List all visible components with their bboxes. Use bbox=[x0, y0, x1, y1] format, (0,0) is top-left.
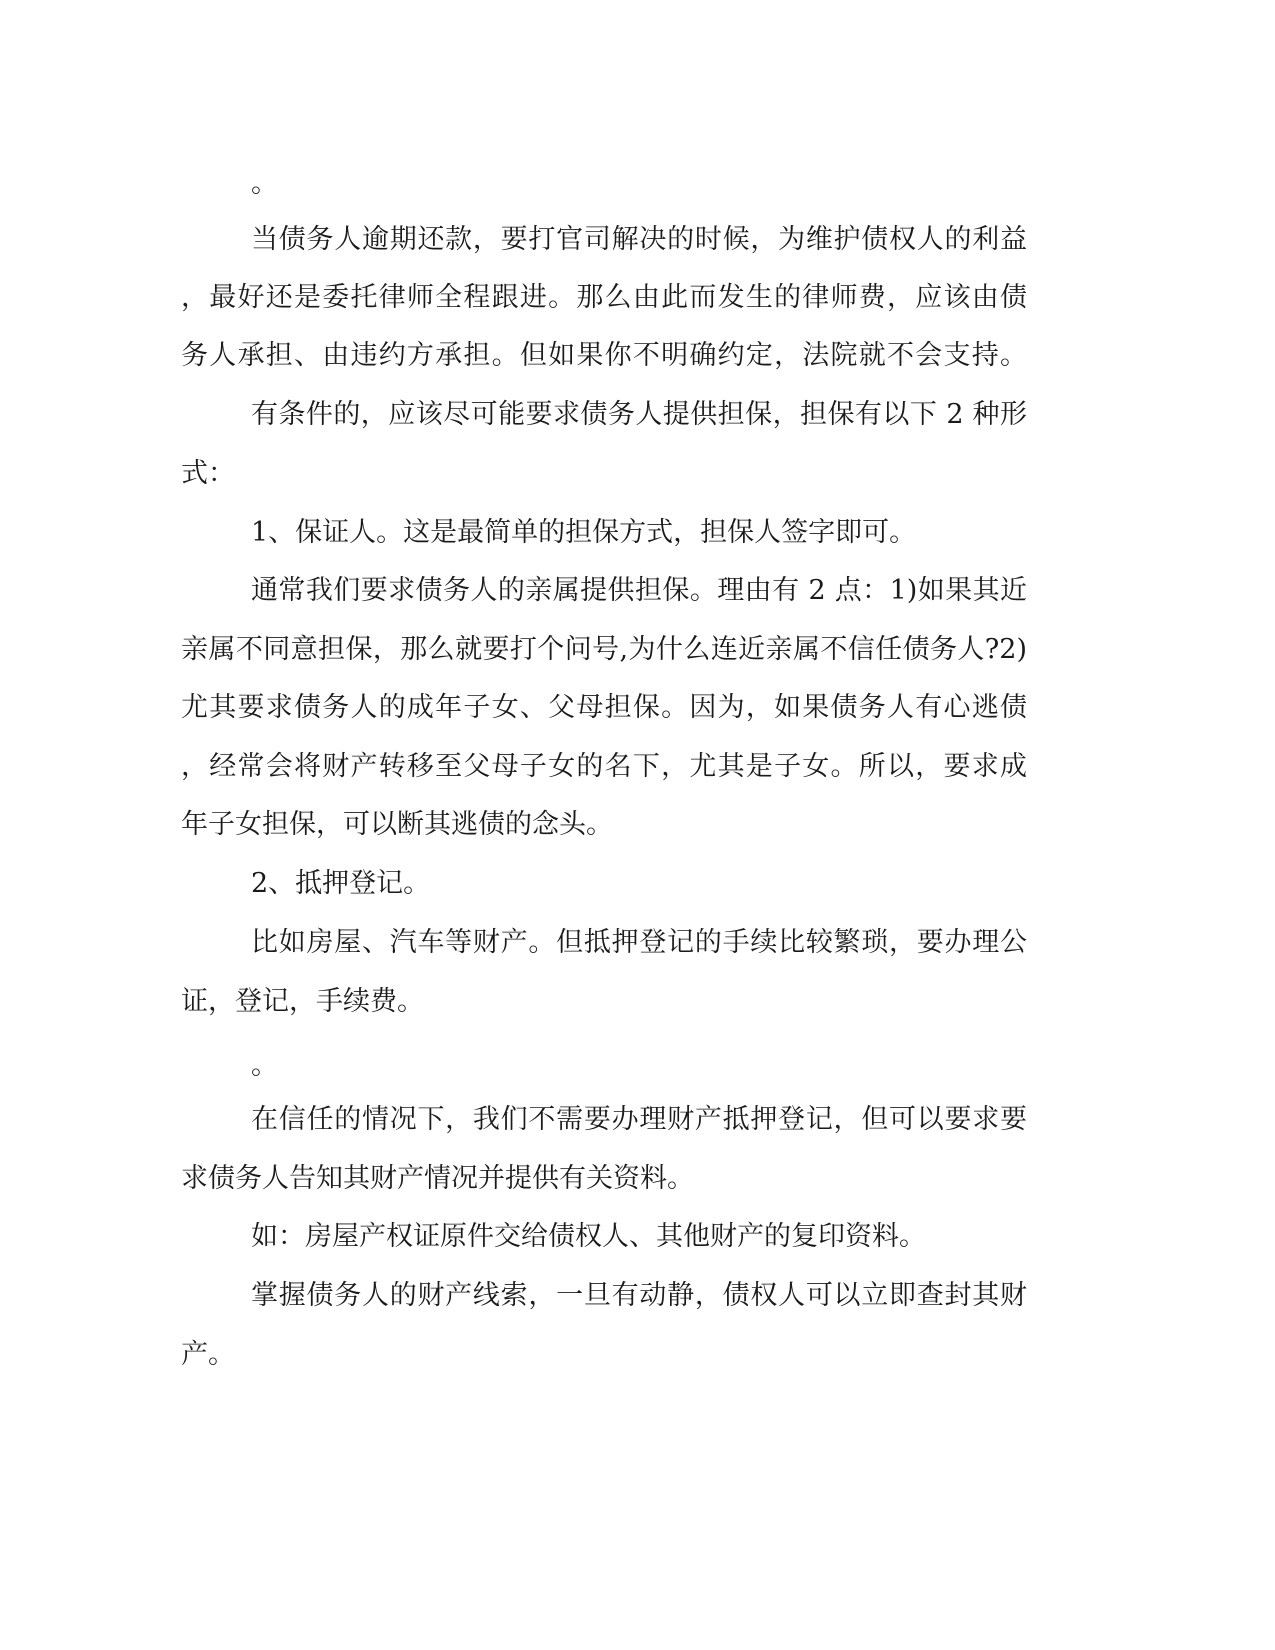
text-line: 务人承担、由违约方承担。但如果你不明确约定，法院就不会支持。 bbox=[181, 340, 1027, 371]
text-line: 。 bbox=[251, 168, 278, 199]
text-line: 2、抵押登记。 bbox=[251, 868, 431, 899]
text-line: 亲属不同意担保，那么就要打个问号,为什么连近亲属不信任债务人?2) bbox=[181, 634, 1027, 665]
text-line: 式： bbox=[181, 458, 235, 489]
text-line: ，最好还是委托律师全程跟进。那么由此而发生的律师费，应该由债 bbox=[181, 282, 1027, 313]
text-line: 通常我们要求债务人的亲属提供担保。理由有 2 点：1)如果其近 bbox=[251, 575, 1027, 606]
text-line: 有条件的，应该尽可能要求债务人提供担保，担保有以下 2 种形 bbox=[251, 399, 1027, 430]
text-line: 1、保证人。这是最简单的担保方式，担保人签字即可。 bbox=[251, 517, 917, 548]
text-line: 年子女担保，可以断其逃债的念头。 bbox=[181, 809, 613, 840]
text-line: 求债务人告知其财产情况并提供有关资料。 bbox=[181, 1163, 694, 1194]
text-line: 产。 bbox=[181, 1339, 235, 1370]
text-line: 尤其要求债务人的成年子女、父母担保。因为，如果债务人有心逃债 bbox=[181, 692, 1027, 723]
text-line: 。 bbox=[251, 1050, 278, 1081]
text-line: 如：房屋产权证原件交给债权人、其他财产的复印资料。 bbox=[251, 1221, 926, 1252]
text-line: 在信任的情况下，我们不需要办理财产抵押登记，但可以要求要 bbox=[251, 1104, 1027, 1135]
text-line: 比如房屋、汽车等财产。但抵押登记的手续比较繁琐，要办理公 bbox=[251, 927, 1027, 958]
text-line: 证，登记，手续费。 bbox=[181, 986, 424, 1017]
text-line: 当债务人逾期还款，要打官司解决的时候，为维护债权人的利益 bbox=[251, 224, 1027, 255]
text-line: 掌握债务人的财产线索，一旦有动静，债权人可以立即查封其财 bbox=[251, 1280, 1027, 1311]
text-line: ，经常会将财产转移至父母子女的名下，尤其是子女。所以，要求成 bbox=[181, 751, 1027, 782]
